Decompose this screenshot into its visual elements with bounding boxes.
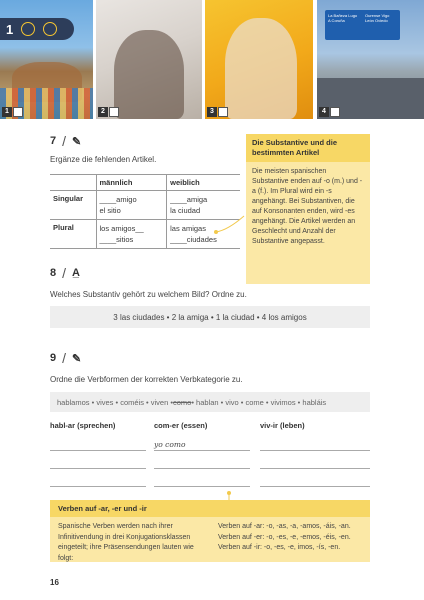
write-line[interactable] <box>50 468 146 469</box>
photo-number: 2 <box>98 107 108 117</box>
exercise-9-header <box>50 350 81 366</box>
verb-struck: como <box>172 397 192 407</box>
divider-slash: / <box>62 265 67 281</box>
road-sign-right <box>365 13 389 23</box>
pencil-icon: ✎ <box>72 352 82 365</box>
write-line[interactable] <box>154 450 250 451</box>
road-sign-text: A Coruña <box>328 18 345 23</box>
grammar-box-title: Verben auf -ar, -er und -ir <box>50 500 370 517</box>
friends-shape <box>225 18 297 119</box>
road-sign-text: Ourense Vigo <box>365 13 390 18</box>
table-header: weiblich <box>167 175 240 191</box>
write-line[interactable] <box>50 450 146 451</box>
pencil-icon: ✎ <box>72 135 82 148</box>
verb-ending-rule: Verben auf -ir: -o, -es, -e, imos, -ís, -en. <box>218 544 341 551</box>
cell-text: ____amiga <box>170 195 208 204</box>
verb-list-part: • hablan • vivo • come • vivimos • habláis <box>191 397 327 407</box>
cell-text: el sitio <box>99 206 121 215</box>
photo-two-people <box>96 0 202 119</box>
exercise-8-header <box>50 265 80 281</box>
write-line[interactable] <box>260 450 370 451</box>
exercise-number: 7 <box>50 135 57 147</box>
exercise-8-instruction: Welches Substantiv gehört zu welchem Bild? Ordne zu. <box>50 290 247 299</box>
fraction-icon: A̲ <box>72 267 80 279</box>
road-sign-left <box>328 13 357 23</box>
verb-list-part: hablamos • vives • coméis • viven • <box>57 397 173 407</box>
road-sign <box>325 10 400 40</box>
photo-friends <box>205 0 313 119</box>
write-line[interactable] <box>260 486 370 487</box>
exercise-number: 9 <box>50 352 57 364</box>
cell-text: los amigos__ <box>99 224 144 233</box>
road-sign-text: La Bañeza Lugo <box>328 13 358 18</box>
verb-ending-rule: Verben auf -ar: -o, -as, -a, -amos, -áis, -an. <box>218 523 351 530</box>
answer-box[interactable] <box>109 107 119 117</box>
photo-number: 3 <box>207 107 217 117</box>
write-line[interactable] <box>154 468 250 469</box>
divider-slash: / <box>62 133 67 149</box>
chapter-number: 1 <box>6 21 14 37</box>
grammar-box-title: Die Substantive und die bestimmten Artikel <box>246 134 370 162</box>
cell-text: ____ciudades <box>170 235 217 244</box>
table-header <box>50 175 96 191</box>
match-items: 3 las ciudades • 2 la amiga • 1 la ciudad • 4 los amigos <box>113 312 307 322</box>
table-header: männlich <box>96 175 167 191</box>
verb-list-box <box>50 392 370 412</box>
answer-box[interactable] <box>330 107 340 117</box>
photo-number-tag <box>98 107 119 117</box>
article-table <box>50 174 240 249</box>
table-row <box>50 191 240 220</box>
photo-highway <box>317 0 424 119</box>
table-header-row <box>50 175 240 191</box>
divider-slash: / <box>62 350 67 366</box>
connector-line <box>214 214 246 234</box>
exercise-9-instruction: Ordne die Verbformen der korrekten Verbkategorie zu. <box>50 375 243 384</box>
road-sign-text: León Oviedo <box>365 18 388 23</box>
chapter-badge <box>0 18 74 40</box>
photo-number-tag <box>2 107 23 117</box>
photo-number: 4 <box>319 107 329 117</box>
page-number: 16 <box>50 578 59 587</box>
grammar-box-articles <box>246 134 370 284</box>
cell-text: las amigas <box>170 224 206 233</box>
answer-box[interactable] <box>218 107 228 117</box>
cell-text: la ciudad <box>170 206 201 215</box>
column-head-ar: habl-ar (sprechen) <box>50 421 116 430</box>
people-shape <box>114 30 184 119</box>
row-label: Plural <box>50 220 96 249</box>
clock-icon <box>43 22 57 36</box>
verb-ending-rule: Verben auf -er: -o, -es, -e, -emos, -éis, -en. <box>218 533 351 541</box>
exercise-number: 8 <box>50 267 57 279</box>
write-line[interactable] <box>154 486 250 487</box>
photo-number-tag <box>207 107 228 117</box>
globe-icon <box>21 22 35 36</box>
photo-park-guell <box>0 0 93 119</box>
write-line[interactable] <box>260 468 370 469</box>
grammar-box-verbs <box>50 500 370 562</box>
answer-box[interactable] <box>13 107 23 117</box>
match-items-box <box>50 306 370 328</box>
table-cell[interactable] <box>96 191 167 220</box>
column-head-er: com-er (essen) <box>154 421 208 430</box>
exercise-7-instruction: Ergänze die fehlenden Artikel. <box>50 155 157 164</box>
handwritten-answer: yo como <box>154 440 186 449</box>
grammar-box-text: Die meisten spanischen Substantive enden auf -o (m.) und -a (f.). Im Plural wird ein -s angehängt. Bei Substantiven, die auf Konsonanten enden, wird -es angehängt. Die Artikel werden an Geschlecht und Anzahl der Substantive angepasst. <box>252 168 363 245</box>
table-cell[interactable] <box>96 220 167 249</box>
photo-number-tag <box>319 107 340 117</box>
photo-number: 1 <box>2 107 12 117</box>
row-label: Singular <box>50 191 96 220</box>
column-head-ir: viv-ir (leben) <box>260 421 305 430</box>
verb-endings-list <box>218 522 351 554</box>
grammar-box-text: Spanische Verben werden nach ihrer Infinitivendung in drei Konjugationsklassen eingeteilt; ihre Präsensendungen lauten wie folgt: <box>58 523 194 562</box>
exercise-7-header <box>50 133 81 149</box>
write-line[interactable] <box>50 486 146 487</box>
cell-text: ____sitios <box>99 235 134 244</box>
cell-text: ____amigo <box>99 195 137 204</box>
photo-strip <box>0 0 424 119</box>
table-row <box>50 220 240 249</box>
